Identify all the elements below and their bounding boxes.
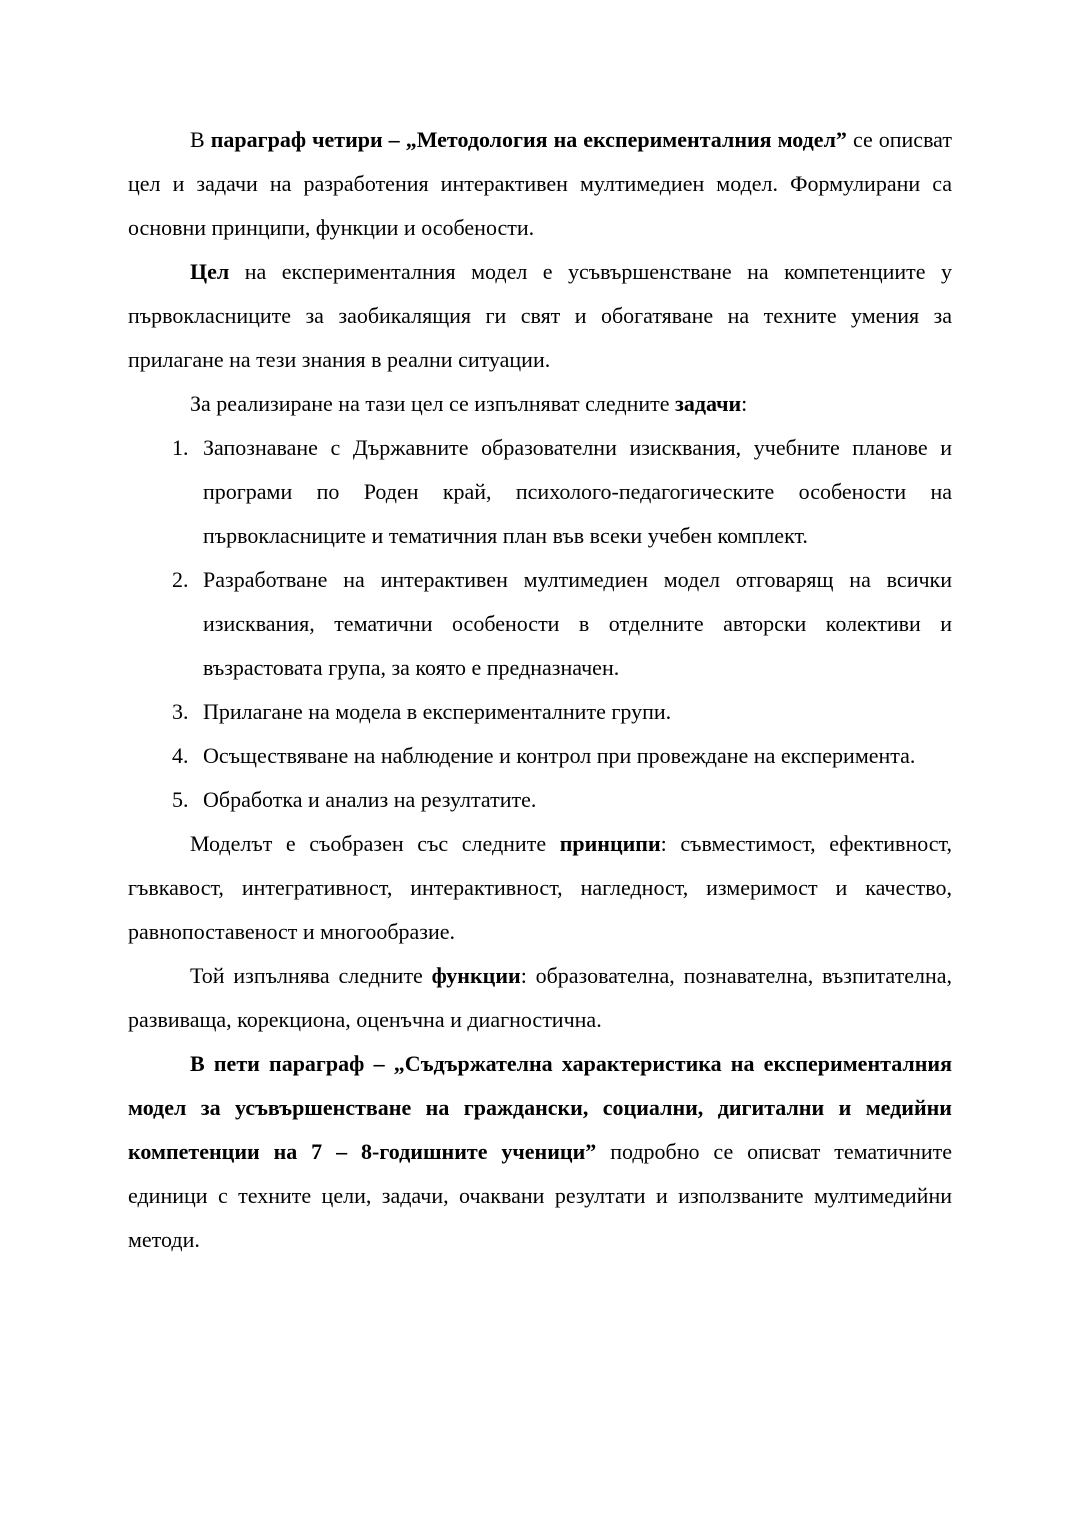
text-run: В	[190, 127, 211, 152]
text-run: : съвместимост, ефективност, гъвкавост, интегративност, интерактивност, нагледност, измеримост и качество, равнопоставеност и многообразие.	[128, 831, 952, 944]
list-item-text: Осъществяване на наблюдение и контрол при провеждане на експеримента.	[203, 743, 916, 768]
task-list	[128, 426, 952, 822]
list-item-number: 3.	[172, 699, 189, 724]
list-item	[128, 558, 952, 690]
tasks-keyword: задачи	[675, 391, 742, 416]
text-run: подробно се описват тематичните единици с техните цели, задачи, очаквани резултати и използваните мултимедийни методи.	[128, 1139, 952, 1252]
text-run: Моделът е съобразен със следните	[190, 831, 560, 856]
principles-keyword: принципи	[559, 831, 661, 856]
paragraph-four-heading-text: параграф четири – „Методология на експерименталния модел”	[210, 127, 847, 152]
goal-keyword: Цел	[190, 259, 230, 284]
list-item	[128, 734, 952, 778]
list-item-number: 1.	[172, 435, 189, 460]
text-run: :	[741, 391, 748, 416]
goal-paragraph	[128, 250, 952, 382]
list-item-text: Обработка и анализ на резултатите.	[203, 787, 537, 812]
text-run: За реализиране на тази цел се изпълняват следните	[190, 391, 675, 416]
text-run: на експерименталния модел е усъвършенстване на компетенциите у първокласниците за заобикалящия ги свят и обогатяване на техните умения за прилагане на тези знания в реални ситуации.	[128, 259, 952, 372]
tasks-lead-paragraph	[128, 382, 952, 426]
list-item	[128, 778, 952, 822]
list-item	[128, 690, 952, 734]
text-run: се описват цел и задачи на разработения интерактивен мултимедиен модел. Формулирани са основни принципи, функции и особености.	[128, 127, 952, 240]
text-run: Той изпълнява следните	[190, 963, 432, 988]
list-item-number: 4.	[172, 743, 189, 768]
list-item-text: Разработване на интерактивен мултимедиен модел отговарящ на всички изисквания, тематични особености в отделните авторски колективи и възрастовата група, за която е предназначен.	[203, 567, 952, 680]
list-item-number: 2.	[172, 567, 189, 592]
paragraph-five-heading-text: В пети параграф – „Съдържателна характеристика на експерименталния модел за усъвършенстване на граждански, социални, дигитални и медийни компетенции на 7 – 8-годишните ученици”	[128, 1051, 952, 1164]
text-run: : образователна, познавателна, възпитателна, развиваща, корекциона, оценъчна и диагностична.	[128, 963, 953, 1032]
paragraph-four-intro	[128, 118, 952, 250]
list-item-text: Прилагане на модела в експерименталните групи.	[203, 699, 672, 724]
principles-paragraph	[128, 822, 952, 954]
list-item	[128, 426, 952, 558]
functions-paragraph	[128, 954, 952, 1042]
paragraph-five-intro	[128, 1042, 952, 1262]
functions-keyword: функции	[431, 963, 521, 988]
list-item-text: Запознаване с Държавните образователни изисквания, учебните планове и програми по Роден край, психолого-педагогическите особености на първокласниците и тематичния план във всеки учебен комплект.	[203, 435, 952, 548]
list-item-number: 5.	[172, 787, 189, 812]
